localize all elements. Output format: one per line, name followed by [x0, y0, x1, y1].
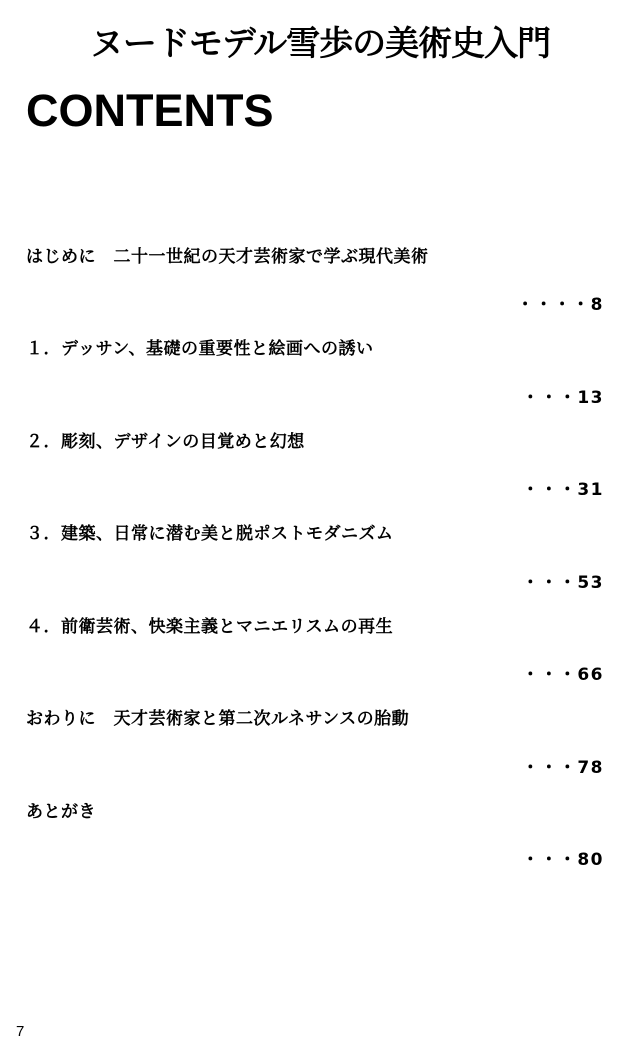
toc-entry-page: ・・・66 — [521, 665, 604, 686]
toc-entry-title: ４．前衛芸術、快楽主義とマニエリスムの再生 — [26, 616, 394, 637]
toc-entry — [26, 430, 614, 501]
toc-entry-page: ・・・31 — [521, 480, 604, 501]
toc-entry-title: あとがき — [26, 801, 96, 822]
toc-entry — [26, 337, 614, 408]
toc-entry — [26, 707, 614, 778]
toc-entry-title: ３．建築、日常に潜む美と脱ポストモダニズム — [26, 524, 394, 545]
toc-entry-title: はじめに 二十一世紀の天才芸術家で学ぶ現代美術 — [26, 246, 429, 267]
toc-entry-title: １．デッサン、基礎の重要性と絵画への誘い — [26, 339, 374, 360]
toc-entry-title: おわりに 天才芸術家と第二次ルネサンスの胎動 — [26, 709, 410, 730]
book-title: ヌードモデル雪歩の美術史入門 — [89, 24, 551, 64]
toc-entry — [26, 522, 614, 593]
toc-entry-page: ・・・・8 — [516, 295, 604, 316]
toc-entry — [26, 800, 614, 871]
toc-entry-page: ・・・13 — [521, 387, 604, 408]
page-number: 7 — [16, 1023, 25, 1040]
toc-entry-page: ・・・80 — [521, 850, 604, 871]
contents-heading: CONTENTS — [26, 85, 274, 136]
toc-entry-title: ２．彫刻、デザインの目覚めと幻想 — [26, 431, 305, 452]
toc-entry-page: ・・・53 — [521, 572, 604, 593]
toc-entry — [26, 615, 614, 686]
toc-entry-page: ・・・78 — [521, 757, 604, 778]
table-of-contents — [0, 245, 640, 871]
toc-entry — [26, 245, 614, 316]
